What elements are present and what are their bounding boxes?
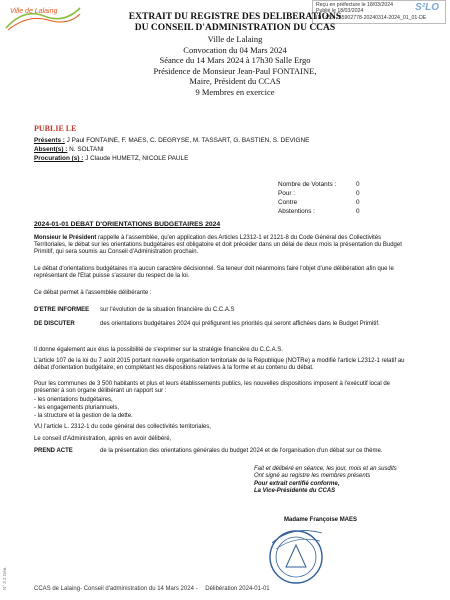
- clause-value: sur l'évolution de la situation financière du C.C.A.S: [100, 307, 235, 313]
- clause-key: PREND ACTE: [34, 448, 73, 454]
- seal-icon: [262, 523, 330, 587]
- vote-row: [278, 208, 360, 216]
- logo-icon: [4, 2, 82, 32]
- vote-label: Pour :: [278, 190, 296, 197]
- procuration-names: J Claude HUMETZ, NICOLE PAULE: [83, 155, 189, 162]
- signoff-block: [254, 466, 397, 496]
- procuration-label: Procuration (s) :: [34, 155, 84, 162]
- vote-value: 0: [356, 181, 360, 188]
- published-label: PUBLIE LE: [34, 124, 77, 133]
- clause-key: D'ETRE INFORMEE: [34, 307, 90, 313]
- clause-value: de la présentation des orientations générales du budget 2024 et de l'organisation d'un débat sur ce thème.: [100, 448, 383, 454]
- bullet-item: - la structure et la gestion de la dette.: [34, 413, 133, 419]
- header-presidence: Présidence de Monsieur Jean-Paul FONTAINE,: [153, 65, 317, 76]
- paragraph-intro: [34, 235, 412, 257]
- document-header: [90, 12, 380, 97]
- vote-value: 0: [356, 199, 360, 206]
- intro-lead: Monsieur le Président: [34, 235, 97, 241]
- stamp-brand: S²LO: [415, 2, 439, 13]
- clause-prend-acte: [34, 448, 414, 455]
- bullet-item: - les engagements pluriannuels,: [34, 405, 120, 411]
- vote-label: Contre: [278, 199, 298, 206]
- paragraph-deliberation: Le conseil d'Administration, après en avoir délibéré,: [34, 436, 172, 442]
- vote-label: Nombre de Votants :: [278, 181, 337, 188]
- paragraph-strategy: Il donne également aux élus la possibilité de s'exprimer sur la stratégie financière du C.C.A.S.: [34, 347, 283, 353]
- bullet-item: - les orientations budgétaires,: [34, 397, 113, 403]
- signer-name: Madame Françoise MAES: [284, 517, 358, 523]
- city-logo: [4, 2, 82, 32]
- presents-label: Présents :: [34, 137, 65, 144]
- procuration-line: [34, 155, 188, 163]
- vote-row: [278, 190, 360, 198]
- intro-text: rappelle à l'assemblée, qu'en application des Articles L2312-1 et 2121-8 du Code Général des Collectivités Territoriales, le débat sur les orientations budgétaires est obligatoire et doit précéder dans un délai de deux mois la présentation du Budget Primitif, qui sera soumis au Conseil d'Administration prochain.: [34, 235, 402, 256]
- vote-value: 0: [356, 208, 360, 215]
- signoff-line: Ont signé au registre les membres présents: [254, 473, 371, 480]
- header-seance: Séance du 14 Mars 2024 à 17h30 Salle Ergo: [159, 55, 311, 65]
- header-membres: 9 Membres en exercice: [195, 86, 275, 97]
- paragraph-vu: VU l'article L. 2312-1 du code général des collectivités territoriales,: [34, 424, 211, 430]
- vote-row: [278, 199, 360, 207]
- clause-informee: [34, 307, 414, 314]
- paragraph-notre: L'article 107 de la loi du 7 août 2015 portant nouvelle organisation territoriale de la République (NOTRe) a modifié l'article L2312-1 relatif au débat d'orientation budgétaire, en complétant les dispositions relatives à la forme et au contenu du débat.: [34, 358, 405, 372]
- vote-row: [278, 181, 360, 189]
- absents-names: N. SOLTANI: [67, 146, 104, 153]
- stamp-id: ID : 059-265902778-20240314-2024_01_01-DE: [316, 14, 427, 21]
- paragraph-communes: Pour les communes de 3 500 habitants et plus et leurs établissements publics, les nouvelles dispositions imposent à l'exécutif local de présenter à son organe délibérant un rapport sur :: [34, 381, 391, 395]
- signoff-line: La Vice-Présidente du CCAS: [254, 488, 336, 495]
- stamp-received: Reçu en préfecture le 18/03/2024: [316, 2, 394, 8]
- official-seal: [262, 523, 330, 587]
- margin-reference: N° 3 2 Gén.: [2, 566, 7, 590]
- clause-value: des orientations budgétaires 2024 qui préfigurent les priorités qui seront affichées dans le Budget Primitif.: [100, 321, 380, 327]
- paragraph-debate: Le débat d'orientations budgétaires n'a aucun caractère décisionnel. Sa teneur doit néanmoins faire l'objet d'une délibération afin que le représentant de l'Etat puisse s'assurer du respect de la loi.: [34, 266, 394, 280]
- page-footer: [34, 586, 434, 592]
- stamp-published: Publié le 18/03/2024: [316, 8, 364, 15]
- logo-text: Ville de Lalaing: [10, 8, 58, 15]
- footer-left: CCAS de Lalaing- Conseil d'administration du 14 Mars 2024 -: [34, 586, 198, 592]
- header-title-1: EXTRAIT DU REGISTRE DES DELIBERATIONS: [128, 12, 342, 22]
- absents-label: Absent(s) :: [34, 146, 68, 153]
- footer-right: Délibération 2024-01-01: [205, 586, 270, 592]
- header-city: Ville de Lalaing: [207, 34, 263, 44]
- paragraph-allows: Ce débat permet à l'assemblée délibérante :: [34, 290, 152, 296]
- signoff-line: Pour extrait certifié conforme,: [254, 480, 340, 487]
- section-title: 2024-01-01 DEBAT D'ORIENTATIONS BUDGETAIRES 2024: [34, 221, 221, 228]
- header-convocation: Convocation du 04 Mars 2024: [183, 44, 287, 55]
- vote-label: Abstentions :: [278, 208, 315, 215]
- clause-key: DE DISCUTER: [34, 321, 75, 327]
- presents-names: J Paul FONTAINE, F. MAES, C. DEGRYSE, M. TASSART, G. BASTIEN, S. DEVIGNE: [64, 137, 310, 144]
- signoff-line: Fait et délibéré en séance, les jour, mois et an susdits: [254, 466, 397, 472]
- header-title-2: DU CONSEIL D'ADMINISTRATION DU CCAS: [134, 23, 336, 33]
- absents-line: [34, 146, 104, 154]
- vote-value: 0: [356, 190, 360, 197]
- clause-discuter: [34, 321, 414, 328]
- presents-line: [34, 137, 309, 145]
- header-role: Maire, Président du CCAS: [189, 76, 281, 86]
